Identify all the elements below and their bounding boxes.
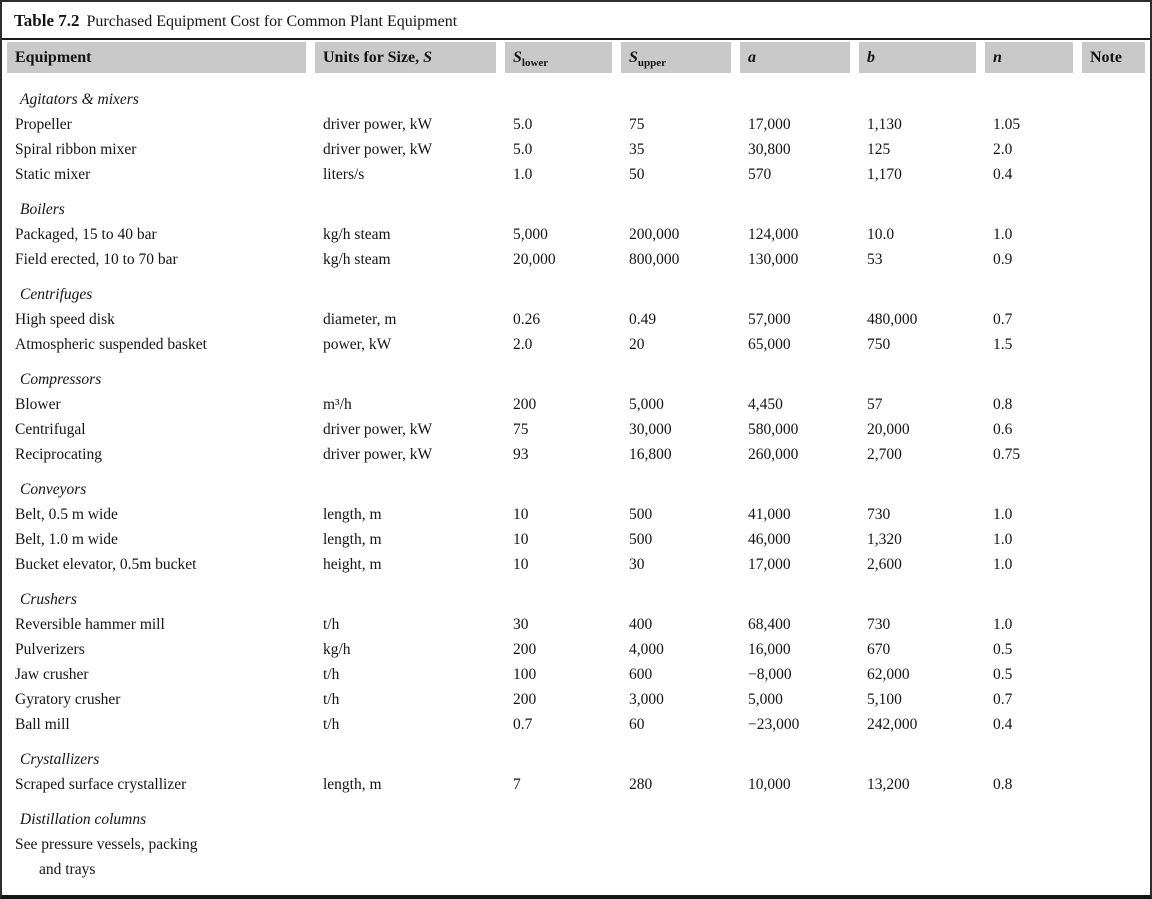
cell-b: 1,170 — [867, 166, 902, 183]
cell-n: 0.5 — [993, 666, 1013, 683]
cell-units: m³/h — [323, 396, 352, 413]
equipment-cost-table — [2, 42, 1150, 882]
table-row — [7, 247, 1145, 272]
cell-n: 0.4 — [993, 716, 1013, 733]
table-row — [7, 712, 1145, 737]
cell-equipment: Belt, 1.0 m wide — [15, 531, 118, 548]
cell-b: 242,000 — [867, 716, 918, 733]
section-header-row — [7, 747, 1145, 772]
table-row — [7, 392, 1145, 417]
cell-s-lower: 5,000 — [513, 226, 548, 243]
cell-equipment: Packaged, 15 to 40 bar — [15, 226, 157, 243]
cell-equipment: Field erected, 10 to 70 bar — [15, 251, 178, 268]
cell-s-lower: 2.0 — [513, 336, 533, 353]
section-header-row — [7, 807, 1145, 832]
table-title — [2, 2, 1150, 40]
table-row — [7, 332, 1145, 357]
section-label: Boilers — [20, 201, 65, 218]
cell-units: t/h — [323, 691, 340, 708]
cell-s-upper: 3,000 — [629, 691, 664, 708]
cell-s-lower: 30 — [513, 616, 529, 633]
cell-equipment: Atmospheric suspended basket — [15, 336, 207, 353]
cell-a: 41,000 — [748, 506, 791, 523]
cell-units: diameter, m — [323, 311, 397, 328]
cell-n: 1.0 — [993, 616, 1013, 633]
cell-equipment: Blower — [15, 396, 61, 413]
cell-equipment: Scraped surface crystallizer — [15, 776, 187, 793]
cell-b: 750 — [867, 336, 891, 353]
table-row — [7, 662, 1145, 687]
cell-s-lower: 200 — [513, 691, 537, 708]
cell-s-upper: 600 — [629, 666, 653, 683]
table-caption: Purchased Equipment Cost for Common Plant Equipment — [86, 13, 458, 30]
cell-n: 1.0 — [993, 556, 1013, 573]
table-row — [7, 552, 1145, 577]
section-label: Agitators & mixers — [20, 91, 139, 108]
cell-s-lower: 1.0 — [513, 166, 533, 183]
cell-units: length, m — [323, 506, 382, 523]
cell-s-lower: 10 — [513, 506, 529, 523]
cell-equipment: Bucket elevator, 0.5m bucket — [15, 556, 197, 573]
cell-b: 730 — [867, 616, 891, 633]
cell-units: t/h — [323, 666, 340, 683]
cell-a: 17,000 — [748, 116, 791, 133]
cell-units: length, m — [323, 776, 382, 793]
cell-equipment: Gyratory crusher — [15, 691, 121, 708]
cell-b: 57 — [867, 396, 883, 413]
cell-b: 480,000 — [867, 311, 918, 328]
cell-equipment: Reciprocating — [15, 446, 102, 463]
table-row — [7, 417, 1145, 442]
cell-equipment: Pulverizers — [15, 641, 85, 658]
cell-units: t/h — [323, 616, 340, 633]
section-header-row — [7, 587, 1145, 612]
cell-a: 65,000 — [748, 336, 791, 353]
cell-a: 57,000 — [748, 311, 791, 328]
cell-n: 0.4 — [993, 166, 1013, 183]
cell-b: 20,000 — [867, 421, 910, 438]
section-label: Conveyors — [20, 481, 87, 498]
cell-s-upper: 0.49 — [629, 311, 657, 328]
cell-equipment: Spiral ribbon mixer — [15, 141, 137, 158]
table-row — [7, 162, 1145, 187]
cell-b: 125 — [867, 141, 891, 158]
cell-equipment: Belt, 0.5 m wide — [15, 506, 118, 523]
column-header-s-lower: $S_{lower}$ — [505, 42, 612, 73]
cell-a: 68,400 — [748, 616, 791, 633]
cell-s-upper: 800,000 — [629, 251, 680, 268]
cell-s-upper: 500 — [629, 531, 653, 548]
section-label: Compressors — [20, 371, 102, 388]
cell-s-upper: 5,000 — [629, 396, 664, 413]
cell-s-upper: 500 — [629, 506, 653, 523]
cell-n: 1.0 — [993, 531, 1013, 548]
cell-n: 1.5 — [993, 336, 1013, 353]
cell-units: length, m — [323, 531, 382, 548]
column-header-s-upper: $S_{upper}$ — [621, 42, 731, 73]
cell-s-lower: 0.26 — [513, 311, 541, 328]
cell-a: 17,000 — [748, 556, 791, 573]
cell-n: 0.8 — [993, 396, 1013, 413]
section-header-row — [7, 87, 1145, 112]
cell-s-lower: 75 — [513, 421, 529, 438]
cell-b: 670 — [867, 641, 891, 658]
cell-units: kg/h steam — [323, 226, 391, 243]
cell-a: 30,800 — [748, 141, 791, 158]
table-row — [7, 832, 1145, 882]
cell-b: 5,100 — [867, 691, 902, 708]
cell-equipment: See pressure vessels, packing and trays — [15, 836, 198, 878]
cell-s-upper: 400 — [629, 616, 653, 633]
column-header-units: Units for Size, S — [315, 42, 496, 73]
cell-a: 260,000 — [748, 446, 799, 463]
cell-units: liters/s — [323, 166, 365, 183]
cell-n: 0.8 — [993, 776, 1013, 793]
cell-b: 1,130 — [867, 116, 902, 133]
cell-a: 580,000 — [748, 421, 799, 438]
table-body — [7, 73, 1145, 882]
cell-equipment: Jaw crusher — [15, 666, 89, 683]
cell-equipment: Static mixer — [15, 166, 91, 183]
cell-units: height, m — [323, 556, 382, 573]
cell-n: 0.75 — [993, 446, 1021, 463]
cell-s-upper: 280 — [629, 776, 653, 793]
cell-s-lower: 93 — [513, 446, 529, 463]
cell-equipment: Reversible hammer mill — [15, 616, 165, 633]
cell-b: 13,200 — [867, 776, 910, 793]
table-row — [7, 637, 1145, 662]
table-row — [7, 442, 1145, 467]
cell-b: 2,600 — [867, 556, 902, 573]
cell-a: 5,000 — [748, 691, 783, 708]
table-row — [7, 772, 1145, 797]
cell-equipment: High speed disk — [15, 311, 115, 328]
cell-b: 1,320 — [867, 531, 902, 548]
cell-s-upper: 20 — [629, 336, 645, 353]
cell-b: 62,000 — [867, 666, 910, 683]
column-header-row — [7, 42, 1145, 73]
cell-n: 0.6 — [993, 421, 1013, 438]
cell-s-upper: 60 — [629, 716, 645, 733]
table-number: Table 7.2 — [14, 11, 80, 30]
cell-n: 1.0 — [993, 226, 1013, 243]
cell-a: 16,000 — [748, 641, 791, 658]
table-row — [7, 612, 1145, 637]
cell-s-lower: 0.7 — [513, 716, 533, 733]
table-row — [7, 502, 1145, 527]
cell-a: −23,000 — [748, 716, 800, 733]
cell-n: 2.0 — [993, 141, 1013, 158]
table-row — [7, 307, 1145, 332]
cell-units: driver power, kW — [323, 116, 433, 133]
table-row — [7, 137, 1145, 162]
size-symbol: S — [423, 49, 433, 66]
cell-n: 0.9 — [993, 251, 1013, 268]
cell-n: 0.7 — [993, 691, 1013, 708]
table-row — [7, 222, 1145, 247]
table-row — [7, 687, 1145, 712]
cell-s-lower: 10 — [513, 531, 529, 548]
section-label: Centrifuges — [20, 286, 93, 303]
section-header-row — [7, 282, 1145, 307]
table-row — [7, 112, 1145, 137]
cell-s-upper: 16,800 — [629, 446, 672, 463]
cell-b: 10.0 — [867, 226, 895, 243]
cell-n: 0.5 — [993, 641, 1013, 658]
cell-s-lower: 200 — [513, 396, 537, 413]
section-header-row — [7, 197, 1145, 222]
section-header-row — [7, 477, 1145, 502]
cell-units: t/h — [323, 716, 340, 733]
cell-a: 46,000 — [748, 531, 791, 548]
cell-s-lower: 5.0 — [513, 141, 533, 158]
cell-s-upper: 30,000 — [629, 421, 672, 438]
column-header-a: a — [740, 42, 850, 73]
table-row — [7, 527, 1145, 552]
cell-a: 10,000 — [748, 776, 791, 793]
cell-s-upper: 30 — [629, 556, 645, 573]
cell-a: −8,000 — [748, 666, 792, 683]
cell-s-lower: 20,000 — [513, 251, 556, 268]
column-header-note: Note — [1082, 42, 1145, 73]
section-label: Crushers — [20, 591, 77, 608]
cell-b: 53 — [867, 251, 883, 268]
cell-units: driver power, kW — [323, 421, 433, 438]
section-label: Distillation columns — [20, 811, 147, 828]
cell-b: 2,700 — [867, 446, 902, 463]
column-header-b: b — [859, 42, 976, 73]
cell-units: driver power, kW — [323, 446, 433, 463]
cell-equipment: Ball mill — [15, 716, 70, 733]
cell-s-lower: 5.0 — [513, 116, 533, 133]
cell-s-upper: 75 — [629, 116, 645, 133]
cell-b: 730 — [867, 506, 891, 523]
cell-s-upper: 50 — [629, 166, 645, 183]
section-label: Crystallizers — [20, 751, 100, 768]
cell-s-lower: 7 — [513, 776, 521, 793]
cell-n: 1.05 — [993, 116, 1021, 133]
cell-a: 570 — [748, 166, 772, 183]
cell-a: 4,450 — [748, 396, 783, 413]
cell-a: 124,000 — [748, 226, 799, 243]
column-header-equipment: Equipment — [7, 42, 306, 73]
cell-units: power, kW — [323, 336, 392, 353]
cell-s-lower: 200 — [513, 641, 537, 658]
cell-equipment: Centrifugal — [15, 421, 86, 438]
cell-s-upper: 200,000 — [629, 226, 680, 243]
cell-n: 0.7 — [993, 311, 1013, 328]
cell-equipment: Propeller — [15, 116, 72, 133]
cell-s-upper: 35 — [629, 141, 645, 158]
column-header-n: n — [985, 42, 1073, 73]
cell-a: 130,000 — [748, 251, 799, 268]
cell-s-lower: 100 — [513, 666, 537, 683]
section-header-row — [7, 367, 1145, 392]
cell-units: kg/h — [323, 641, 351, 658]
cell-n: 1.0 — [993, 506, 1013, 523]
cell-s-upper: 4,000 — [629, 641, 664, 658]
cell-units: kg/h steam — [323, 251, 391, 268]
cell-units: driver power, kW — [323, 141, 433, 158]
cell-s-lower: 10 — [513, 556, 529, 573]
